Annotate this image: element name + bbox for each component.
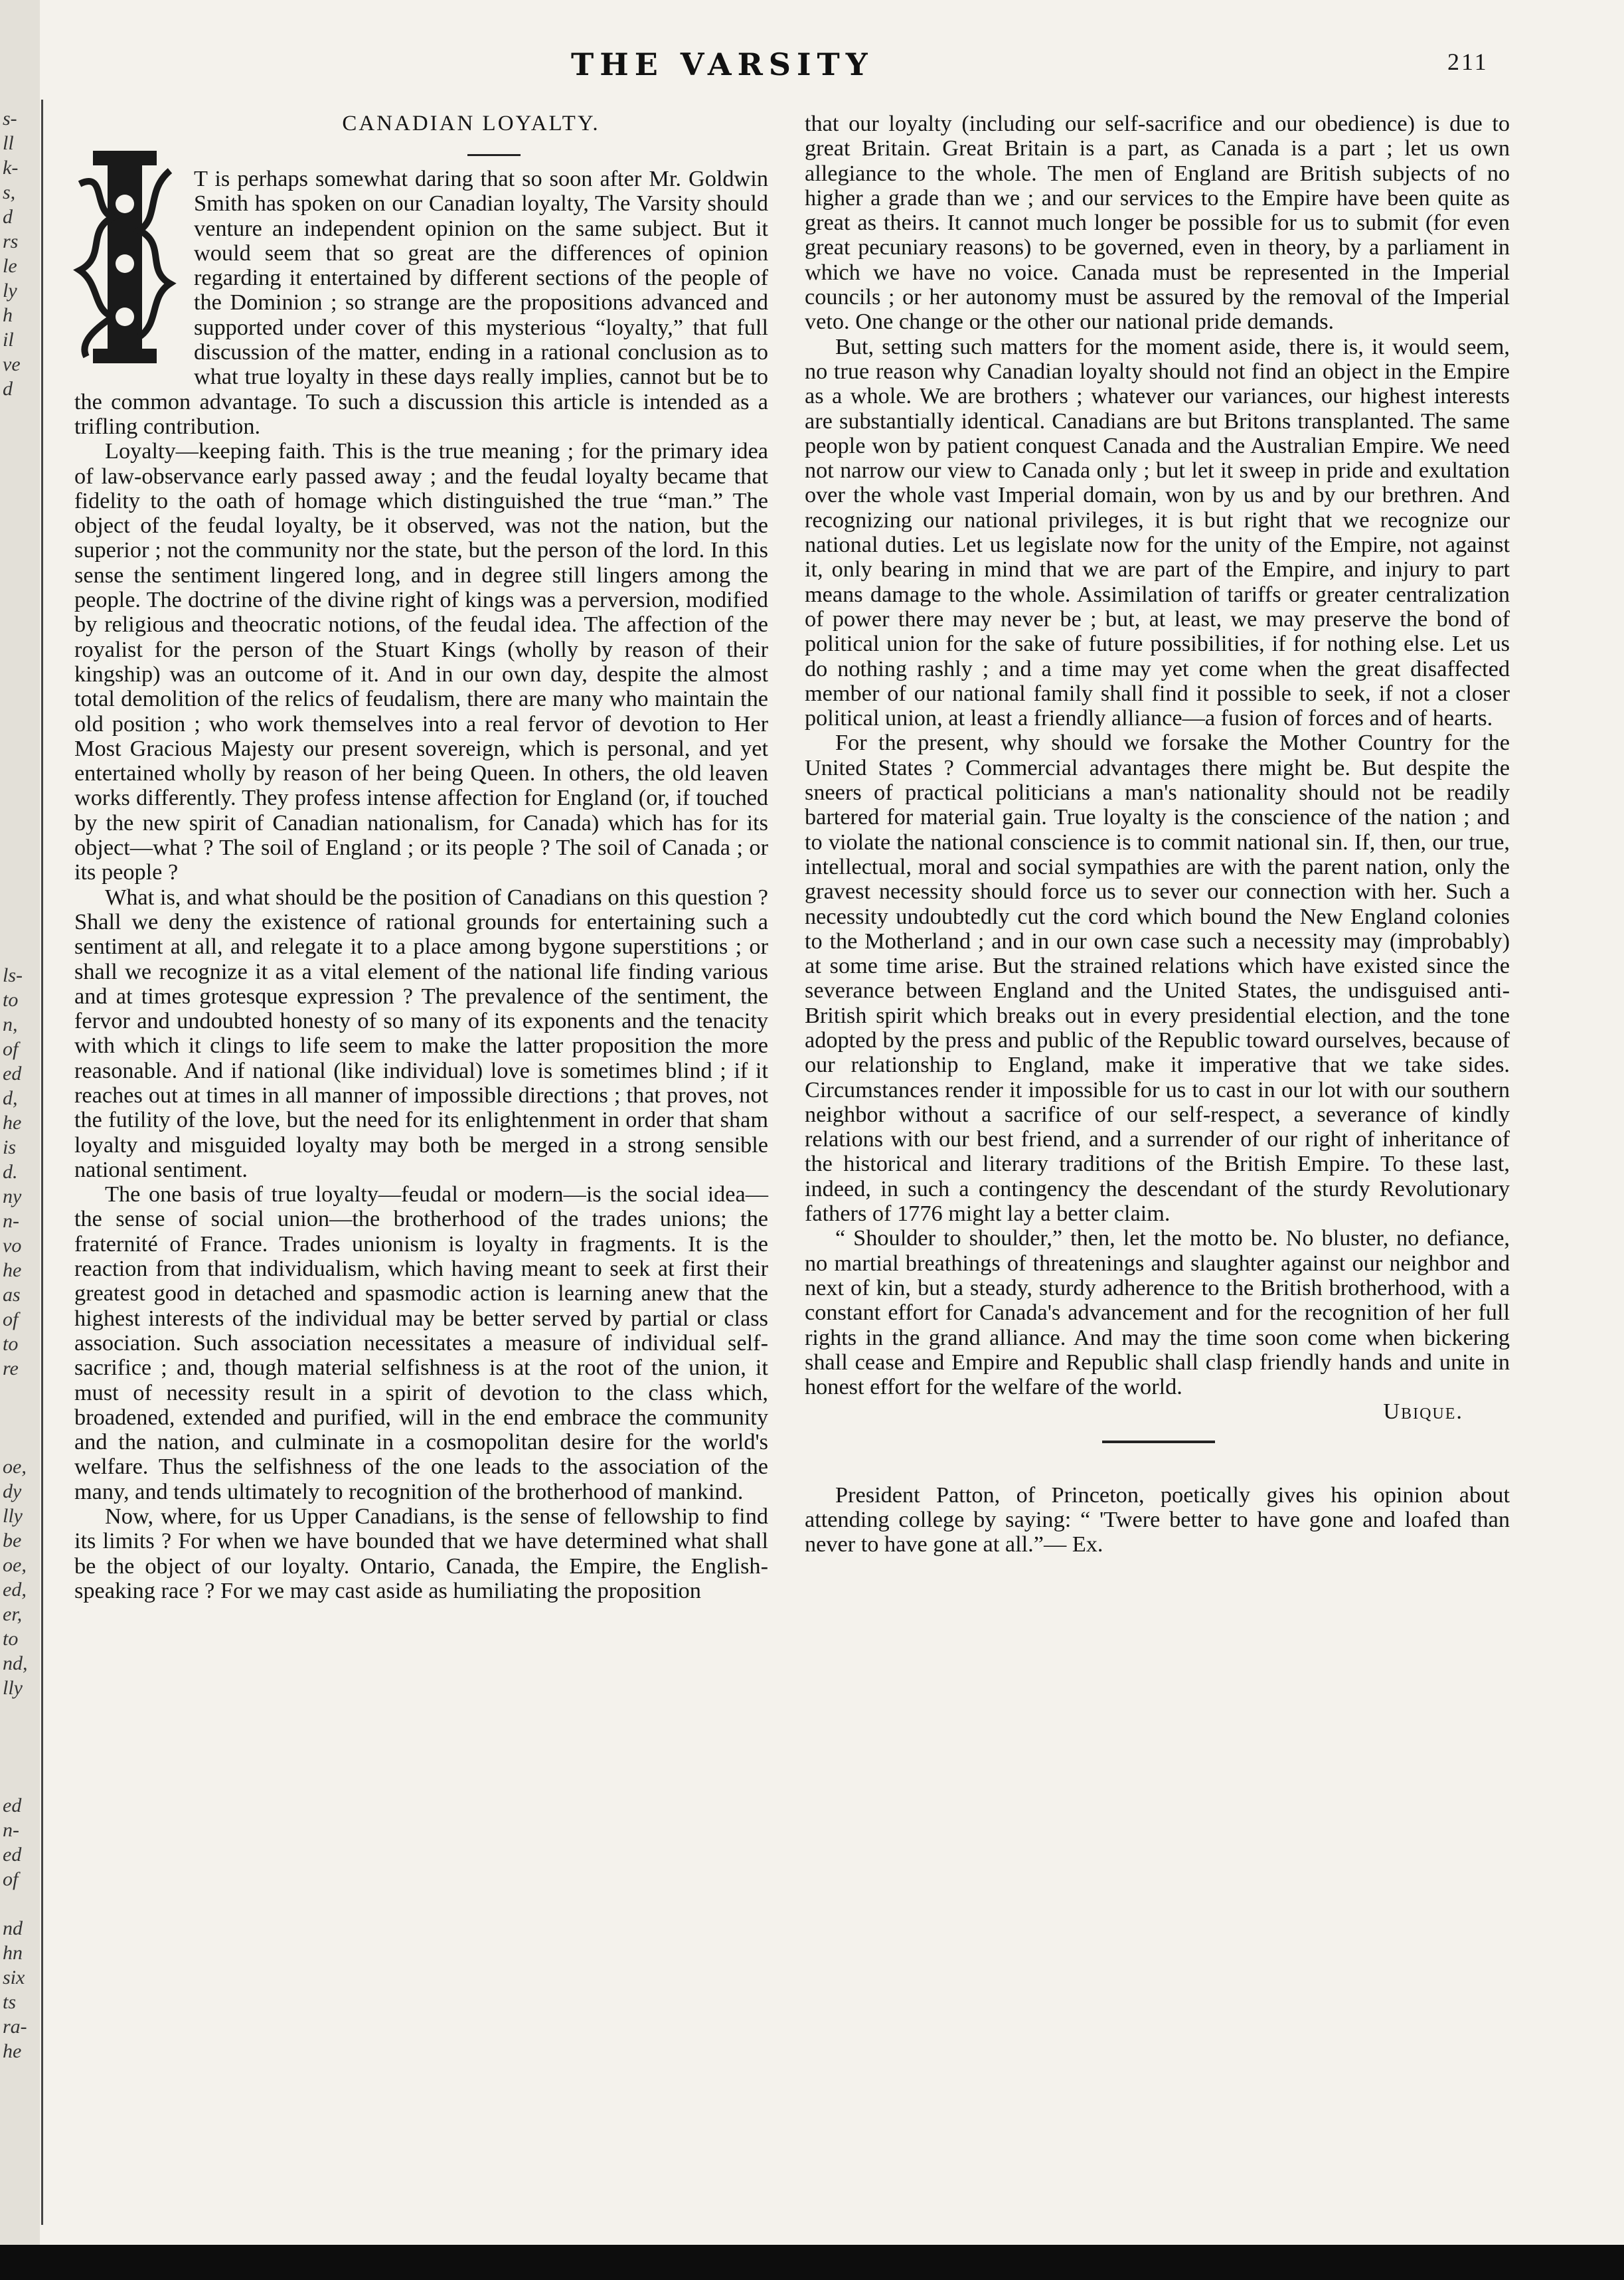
left-column xyxy=(74,112,768,1603)
adjacent-page-fragments-upper: s- ll k- s, d rs le ly h il ve d xyxy=(3,108,21,400)
patton-note: President Patton, of Princeton, poetically gives his opinion about attending college by saying: “ 'Twere better to have gone and loafed than never to have gone at all.”— Ex. xyxy=(805,1482,1510,1557)
adjacent-page-fragments-bottom: ed n- ed of nd hn six ts ra- he xyxy=(3,1795,27,2062)
masthead-title: THE VARSITY xyxy=(571,46,874,82)
paragraph-canadian-position: What is, and what should be the position of Canadians on this question ? Shall we deny the existence of rational grounds for entertaining such a sentiment at all, and relegate it to a place among bygone superstitions ; or shall we recognize it as a vital element of the national life finding various and at times grotesque expression ? The prevalence of the sentiment, the fervor and undoubted honesty of so many of its exponents and the tenacity with which it clings to life seem to make the latter proposition the more reasonable. And if national (like individual) love is sometimes blind ; if it reaches out at times in all manner of impossible directions ; that proves, not the futility of the love, but the need for its enlightenment in order that sham loyalty and misguided loyalty may both be merged in a strong sensible national sentiment. xyxy=(74,884,768,1182)
paragraph-loyalty-meaning: Loyalty—keeping faith. This is the true meaning ; for the primary idea of law-observance early passed away ; and the feudal loyalty became that fidelity to the oath of homage which distinguished the true “man.” The object of the feudal loyalty, be it observed, was not the nation, but the superior ; not the community nor the state, but the person of the lord. In this sense the sentiment lingered long, and in degree still lingers among the people. The doctrine of the divine right of kings was a perversion, modified by religious and theocratic notions, of the feudal idea. The affection of the royalist for the person of the Stuart Kings (wholly by reason of their kingship) was an outcome of it. And in our own day, despite the almost total demolition of the relics of feudalism, there are many who maintain the old position ; who work themselves into a real fervor of devotion to Her Most Gracious Majesty our present sovereign, which is personal, and yet entertained wholly by reason of her being Queen. In others, the old leaven works differently. They profess intense affection for England (or, if touched by the new spirit of Canadian nationalism, for Canada) which has for its object—what ? The soil of England ; or its people ? The soil of Canada ; or its people ? xyxy=(74,438,768,885)
section-divider xyxy=(1102,1441,1215,1443)
ornamental-drop-cap xyxy=(66,144,183,370)
paragraph-intro: T is perhaps somewhat daring that so soon after Mr. Goldwin Smith has spoken on our Canadian loyalty, The Varsity should venture an independent opinion on the same subject. But it would seem that so great are the differences of opinion regarding it entertained by different sections of the people of the Dominion ; so strange are the propositions advanced and supported under cover of this mysterious “loyalty,” that full discussion of the matter, ending in a rational conclusion as to what true loyalty in these days really implies, cannot but be to the common advantage. To such a discussion this article is intended as a trifling contribution. xyxy=(74,166,768,439)
paragraph-mother-country: For the present, why should we forsake the Mother Country for the United States ? Commercial advantages there might be. But despite the sneers of practical politicians a man's nationality should not be readily bartered for material gain. True loyalty is the conscience of the nation ; and to violate the national conscience is to commit national sin. If, then, our true, intellectual, moral and social sympathies are with the parent nation, only the gravest necessity should force us to sever our connection with her. Such a necessity undoubtedly cut the cord which bound the New England colonies to the Motherland ; and in our own case such a necessity may (improbably) at some time arise. But the strained relations which have existed since the severance between England and the United States, the undisguised anti-British spirit which breaks out in every presidential election, and the tone adopted by the press and public of the Republic toward ourselves, because of our relationship to England, make it imperative that we take sides. Circumstances render it impossible for us to cast in our lot with our southern neighbor without a sacrifice of our self-respect, a severance of kindly relations with our best friend, and a surrender of our right of inheritance of the historical and literary traditions of the British Empire. To these last, indeed, in such a contingency the descendant of the sturdy Revolutionary fathers of 1776 might lay a better claim. xyxy=(805,730,1510,1227)
scan-bottom-edge xyxy=(0,2245,1624,2280)
title-rule xyxy=(467,154,521,156)
adjacent-page-fragments-lower: oe, dy lly be oe, ed, er, to nd, lly xyxy=(3,1456,28,1699)
adjacent-page-fragments-middle: ls- to n, of ed d, he is d. ny n- vo he as of to re xyxy=(3,964,23,1379)
page-gutter-line xyxy=(41,100,43,2225)
paragraph-continuation: that our loyalty (including our self-sacrifice and our obedience) is due to great Britain. Great Britain is a part, as Canada is a part ; let us own allegiance to the whole. The men of England are British subjects of no higher a grade than we ; and our services to the Empire have been quite as great as theirs. It cannot much longer be possible for us to submit (for even great pecuniary reasons) to be governed, even in theory, by a parliament in which we have no voice. Canada must be represented in the Imperial councils ; or her autonomy must be assured by the removal of the Imperial veto. One change or the other our national pride demands. xyxy=(805,111,1510,335)
paragraph-upper-canadians: Now, where, for us Upper Canadians, is the sense of fellowship to find its limits ? For when we have bounded that we have determined what shall be the object of our loyalty. Ontario, Canada, the Empire, the English-speaking race ? For we may cast aside as humiliating the proposition xyxy=(74,1504,768,1603)
ornamental-initial-icon xyxy=(66,144,183,370)
author-signature: Ubique. xyxy=(1383,1399,1463,1425)
article-title: CANADIAN LOYALTY. xyxy=(342,112,600,135)
paragraph-shoulder-to-shoulder: “ Shoulder to shoulder,” then, let the motto be. No bluster, no defiance, no martial breathings of threatenings and slaughter against our neighbor and next of kin, but a steady, sturdy adherence to the British brotherhood, with a constant effort for Canada's advancement and for the recognition of her full rights in the grand alliance. And may the time soon come when bickering shall cease and Empire and Republic shall clasp friendly hands and unite in honest effort for the welfare of the world. xyxy=(805,1225,1510,1400)
right-column xyxy=(805,112,1510,1557)
paragraph-empire-unity: But, setting such matters for the moment aside, there is, it would seem, no true reason why Canadian loyalty should not find an object in the Empire as a whole. We are brothers ; whatever our variances, our highest interests are substantially identical. Canadians are but Britons transplanted. The same people won by patient conquest Canada and the Australian Empire. We need not narrow our view to Canada only ; but let it sweep in pride and exultation over the whole vast Imperial domain, won by us and by our brethren. And recognizing our national privileges, it is but right that we recognize our national duties. Let us legislate now for the unity of the Empire, not against it, only bearing in mind that we are part of the Empire, and injury to part means damage to the whole. Assimilation of tariffs or greater centralization of power there may never be ; but, at least, we may preserve the bond of political union for the sake of future possibilities, if for nothing else. Let us do nothing rashly ; and a time may yet come when the great disaffected member of our national family shall find it possible to seek, if not a closer political union, at least a friendly alliance—a fusion of forces and of hearts. xyxy=(805,333,1510,731)
page-number: 211 xyxy=(1447,48,1489,75)
paragraph-social-basis: The one basis of true loyalty—feudal or modern—is the social idea—the sense of social union—the brotherhood of the trades unions; the fraternité of France. Trades unionism is loyalty in fragments. It is the reaction from that individualism, which having meant to seek at first their greatest good in detached and spasmodic action is learning anew that the highest interests of the individual may be better served by partial or class association. Such association necessitates a measure of individual self-sacrifice ; and, though material selfishness is at the root of the union, it must of necessity result in a spirit of devotion to the class which, broadened, extended and purified, will in the end embrace the community and the nation, and culminate in a cosmopolitan desire for the world's welfare. Thus the selfishness of the one leads to the association of the many, and tends ultimately to recognition of the brotherhood of mankind. xyxy=(74,1182,768,1504)
